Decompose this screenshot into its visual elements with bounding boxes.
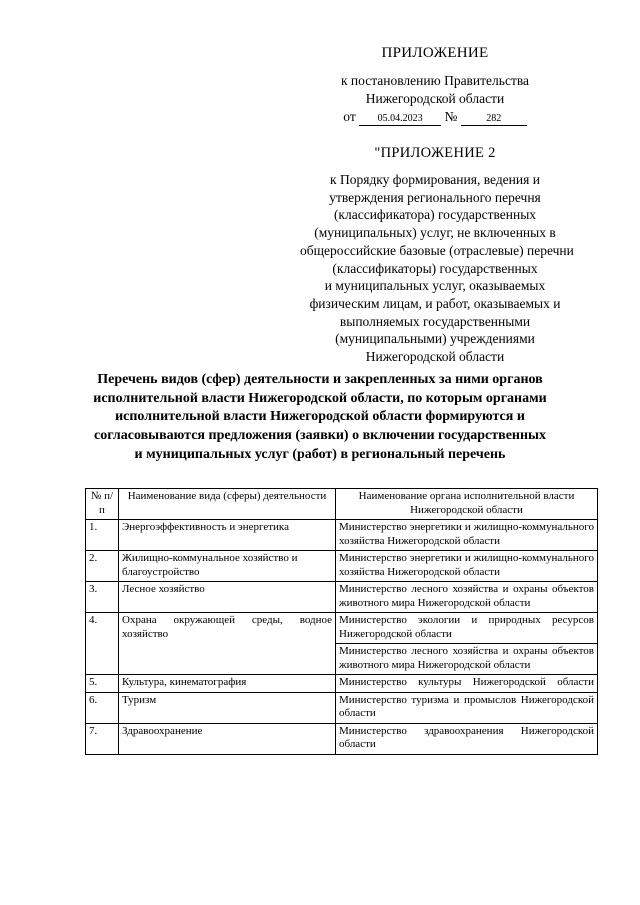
document-heading [60,371,580,465]
appendix2-line: Нижегородской области [365,349,505,365]
heading-line: исполнительной власти Нижегородской области формируются и [115,409,525,425]
appendix2-description [300,171,574,366]
row-num: 3. [86,582,119,613]
header-area: Наименование вида (сферы) деятельности [119,489,336,520]
appendix-line-2: Нижегородской области [365,91,505,106]
appendix2-line: утверждения регионального перечня [329,189,541,205]
row-area: Лесное хозяйство [119,582,336,613]
heading-line: согласовываются предложения (заявки) о включении государственных [94,428,546,444]
row-area: Туризм [119,692,336,723]
appendix-reference [300,72,570,126]
appendix2-line: физическим лицам, и работ, оказываемых и [309,295,561,311]
resolution-date: 05.04.2023 [359,113,441,126]
row-authority: Министерство здравоохранения Нижегородской области [336,723,598,754]
appendix-title: ПРИЛОЖЕНИЕ [381,45,489,61]
row-num: 7. [86,723,119,754]
appendix2-line: общероссийские базовые (отраслевые) перечни [300,242,574,258]
appendix2-line: и муниципальных услуг, оказываемых [324,278,546,294]
row-authority: Министерство культуры Нижегородской области [336,675,598,693]
row-num: 2. [86,551,119,582]
row-area: Энергоэффективность и энергетика [119,520,336,551]
heading-line: и муниципальных услуг (работ) в региональный перечень [134,446,506,462]
appendix2-line: выполняемых государственными [339,313,531,329]
appendix-line-1: к постановлению Правительства [340,73,530,88]
table-row [86,692,598,723]
row-authority: Министерство экологии и природных ресурсов Нижегородской области [336,613,598,644]
appendix2-line: к Порядку формирования, ведения и [330,172,540,187]
table-row [86,613,598,644]
row-authority: Министерство энергетики и жилищно-коммунального хозяйства Нижегородской области [336,520,598,551]
table-row [86,582,598,613]
appendix-date-line [300,108,570,126]
row-num: 1. [86,520,119,551]
number-label: № [444,109,458,124]
heading-line: Перечень видов (сфер) деятельности и закрепленных за ними органов [97,372,543,387]
row-num: 4. [86,613,119,675]
table-row [86,520,598,551]
appendix2-line: (муниципальных) услуг, не включенных в [314,225,556,241]
row-num: 6. [86,692,119,723]
appendix2-line: (классификатора) государственных [333,207,537,223]
row-authority: Министерство лесного хозяйства и охраны объектов животного мира Нижегородской области [336,644,598,675]
appendix2-line: (классификаторы) государственных [332,260,538,276]
table-row [86,551,598,582]
header-num: № п/п [86,489,119,520]
row-area: Культура, кинематография [119,675,336,693]
activity-table [85,488,598,755]
appendix2-title: "ПРИЛОЖЕНИЕ 2 [374,145,496,161]
appendix2-line: (муниципальными) учреждениями [335,331,535,347]
table-row [86,675,598,693]
table-row [86,723,598,754]
row-num: 5. [86,675,119,693]
row-area: Охрана окружающей среды, водное хозяйство [119,613,336,675]
from-label: от [343,109,356,124]
row-area: Жилищно-коммунальное хозяйство и благоустройство [119,551,336,582]
resolution-number: 282 [461,113,527,126]
table-header-row [86,489,598,520]
header-authority: Наименование органа исполнительной власти Нижегородской области [336,489,598,520]
heading-line: исполнительной власти Нижегородской области, по которым органами [93,390,547,406]
row-area: Здравоохранение [119,723,336,754]
row-authority: Министерство энергетики и жилищно-коммунального хозяйства Нижегородской области [336,551,598,582]
row-authority: Министерство туризма и промыслов Нижегородской области [336,692,598,723]
row-authority: Министерство лесного хозяйства и охраны объектов животного мира Нижегородской области [336,582,598,613]
